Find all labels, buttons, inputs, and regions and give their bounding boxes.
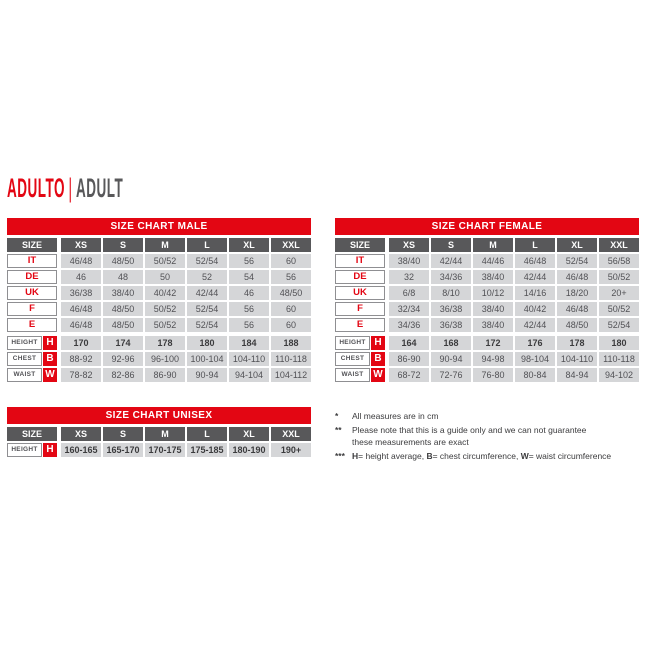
male-uk-value: 38/40 — [103, 286, 143, 300]
male-e-value: 52/54 — [187, 318, 227, 332]
male-table-title: SIZE CHART MALE — [7, 218, 311, 235]
female-uk-value: 6/8 — [389, 286, 429, 300]
female-uk-value: 20+ — [599, 286, 639, 300]
female-badge-w: W — [371, 368, 385, 382]
male-measure-label-text-waist: WAIST — [7, 368, 42, 382]
male-header-row — [7, 238, 311, 252]
female-chest-value: 86-90 — [389, 352, 429, 366]
male-size-row-f — [7, 302, 311, 316]
female-measure-row-waist — [335, 368, 639, 382]
male-f-value: 52/54 — [187, 302, 227, 316]
female-measure-label-waist — [335, 368, 385, 382]
male-e-value: 56 — [229, 318, 269, 332]
male-uk-value: 40/42 — [145, 286, 185, 300]
male-column-header-s: S — [103, 238, 143, 252]
footnotes — [335, 410, 641, 463]
unisex-badge-h: H — [43, 443, 57, 457]
male-row-label-it: IT — [7, 254, 57, 268]
female-de-value: 46/48 — [557, 270, 597, 284]
title-separator: | — [68, 173, 73, 203]
male-measure-row-height — [7, 336, 311, 350]
female-measure-block — [335, 336, 639, 382]
unisex-size-header: SIZE — [7, 427, 57, 441]
unisex-measure-label-text-height: HEIGHT — [7, 443, 42, 457]
female-column-header-xs: XS — [389, 238, 429, 252]
male-column-header-xs: XS — [61, 238, 101, 252]
female-chest-value: 110-118 — [599, 352, 639, 366]
footnote-1-segment-1: All measures are in cm — [352, 411, 439, 421]
male-waist-value: 104-112 — [271, 368, 311, 382]
male-chest-value: 88-92 — [61, 352, 101, 366]
male-chest-value: 104-110 — [229, 352, 269, 366]
footnote-2-marker: ** — [335, 424, 342, 435]
female-row-label-e: E — [335, 318, 385, 332]
female-column-header-l: L — [515, 238, 555, 252]
female-column-header-xl: XL — [557, 238, 597, 252]
unisex-header-row — [7, 427, 311, 441]
female-column-header-s: S — [431, 238, 471, 252]
female-e-value: 36/38 — [431, 318, 471, 332]
male-badge-w: W — [43, 368, 57, 382]
male-measure-label-waist — [7, 368, 57, 382]
unisex-measure-row-height — [7, 443, 311, 457]
footnote-3-segment-4: = chest circumference, — [432, 450, 521, 461]
female-chest-value: 94-98 — [473, 352, 513, 366]
male-de-value: 54 — [229, 270, 269, 284]
male-it-value: 46/48 — [61, 254, 101, 268]
unisex-height-value: 180-190 — [229, 443, 269, 457]
unisex-height-value: 175-185 — [187, 443, 227, 457]
female-uk-value: 10/12 — [473, 286, 513, 300]
size-chart-female-table — [335, 218, 639, 384]
unisex-column-header-s: S — [103, 427, 143, 441]
male-size-row-it — [7, 254, 311, 268]
size-chart-male-table — [7, 218, 311, 384]
female-de-value: 50/52 — [599, 270, 639, 284]
male-measure-label-height — [7, 336, 57, 350]
male-e-value: 48/50 — [103, 318, 143, 332]
male-de-value: 46 — [61, 270, 101, 284]
female-f-value: 40/42 — [515, 302, 555, 316]
male-it-value: 52/54 — [187, 254, 227, 268]
female-waist-value: 76-80 — [473, 368, 513, 382]
male-uk-value: 36/38 — [61, 286, 101, 300]
male-size-row-uk — [7, 286, 311, 300]
female-uk-value: 18/20 — [557, 286, 597, 300]
male-chest-value: 110-118 — [271, 352, 311, 366]
female-height-value: 172 — [473, 336, 513, 350]
male-waist-value: 82-86 — [103, 368, 143, 382]
male-height-value: 174 — [103, 336, 143, 350]
male-measure-row-chest — [7, 352, 311, 366]
female-measure-label-chest — [335, 352, 385, 366]
female-size-row-uk — [335, 286, 639, 300]
male-column-header-xl: XL — [229, 238, 269, 252]
male-height-value: 188 — [271, 336, 311, 350]
male-waist-value: 78-82 — [61, 368, 101, 382]
male-column-header-l: L — [187, 238, 227, 252]
male-it-value: 48/50 — [103, 254, 143, 268]
male-de-value: 56 — [271, 270, 311, 284]
female-it-value: 42/44 — [431, 254, 471, 268]
male-chest-value: 96-100 — [145, 352, 185, 366]
unisex-measure-label-height — [7, 443, 57, 457]
male-uk-value: 48/50 — [271, 286, 311, 300]
female-it-value: 46/48 — [515, 254, 555, 268]
male-it-value: 50/52 — [145, 254, 185, 268]
female-column-header-m: M — [473, 238, 513, 252]
female-chest-value: 104-110 — [557, 352, 597, 366]
female-measure-row-height — [335, 336, 639, 350]
footnote-1-text — [352, 410, 641, 423]
male-uk-value: 42/44 — [187, 286, 227, 300]
female-chest-value: 98-104 — [515, 352, 555, 366]
male-measure-label-chest — [7, 352, 57, 366]
unisex-height-value: 160-165 — [61, 443, 101, 457]
male-height-value: 170 — [61, 336, 101, 350]
female-f-value: 46/48 — [557, 302, 597, 316]
male-de-value: 48 — [103, 270, 143, 284]
female-header-row — [335, 238, 639, 252]
male-it-value: 60 — [271, 254, 311, 268]
title-adulto: ADULTO — [7, 173, 65, 203]
female-measure-row-chest — [335, 352, 639, 366]
female-e-value: 34/36 — [389, 318, 429, 332]
male-f-value: 46/48 — [61, 302, 101, 316]
male-e-value: 50/52 — [145, 318, 185, 332]
female-e-value: 38/40 — [473, 318, 513, 332]
male-row-label-f: F — [7, 302, 57, 316]
unisex-height-value: 165-170 — [103, 443, 143, 457]
female-f-value: 32/34 — [389, 302, 429, 316]
female-e-value: 48/50 — [557, 318, 597, 332]
footnote-3-segment-6: = waist circumference — [528, 450, 612, 461]
title-adult: ADULT — [76, 173, 124, 203]
female-f-value: 50/52 — [599, 302, 639, 316]
female-de-value: 32 — [389, 270, 429, 284]
female-height-value: 180 — [599, 336, 639, 350]
female-de-value: 38/40 — [473, 270, 513, 284]
male-f-value: 60 — [271, 302, 311, 316]
male-height-value: 180 — [187, 336, 227, 350]
female-e-value: 52/54 — [599, 318, 639, 332]
male-measure-label-text-chest: CHEST — [7, 352, 42, 366]
female-row-label-f: F — [335, 302, 385, 316]
female-e-value: 42/44 — [515, 318, 555, 332]
male-row-label-e: E — [7, 318, 57, 332]
female-size-header: SIZE — [335, 238, 385, 252]
footnote-1-marker: * — [335, 411, 339, 421]
female-measure-label-text-chest: CHEST — [335, 352, 370, 366]
size-chart-unisex-table — [7, 407, 311, 459]
female-uk-value: 14/16 — [515, 286, 555, 300]
male-uk-value: 46 — [229, 286, 269, 300]
female-f-value: 38/40 — [473, 302, 513, 316]
male-de-value: 52 — [187, 270, 227, 284]
female-de-value: 42/44 — [515, 270, 555, 284]
female-waist-value: 68-72 — [389, 368, 429, 382]
male-size-row-de — [7, 270, 311, 284]
female-height-value: 176 — [515, 336, 555, 350]
male-f-value: 56 — [229, 302, 269, 316]
female-row-label-de: DE — [335, 270, 385, 284]
male-height-value: 178 — [145, 336, 185, 350]
female-measure-label-text-waist: WAIST — [335, 368, 370, 382]
footnote-2-segment-2: these measurements are exact — [352, 437, 469, 447]
female-measure-label-text-height: HEIGHT — [335, 336, 370, 350]
male-chest-value: 100-104 — [187, 352, 227, 366]
female-chest-value: 90-94 — [431, 352, 471, 366]
female-waist-value: 80-84 — [515, 368, 555, 382]
female-badge-b: B — [371, 352, 385, 366]
female-it-value: 44/46 — [473, 254, 513, 268]
page-title — [7, 175, 240, 202]
male-column-header-xxl: XXL — [271, 238, 311, 252]
female-waist-value: 84-94 — [557, 368, 597, 382]
female-measure-label-height — [335, 336, 385, 350]
footnote-3-segment-2: = height average, — [358, 450, 427, 461]
female-row-label-it: IT — [335, 254, 385, 268]
male-badge-b: B — [43, 352, 57, 366]
female-size-row-it — [335, 254, 639, 268]
male-waist-value: 90-94 — [187, 368, 227, 382]
unisex-height-value: 170-175 — [145, 443, 185, 457]
female-size-row-f — [335, 302, 639, 316]
male-waist-value: 86-90 — [145, 368, 185, 382]
unisex-column-header-xl: XL — [229, 427, 269, 441]
footnote-2-segment-1: Please note that this is a guide only and we can not guarantee — [352, 424, 587, 435]
female-de-value: 34/36 — [431, 270, 471, 284]
male-row-label-de: DE — [7, 270, 57, 284]
male-f-value: 48/50 — [103, 302, 143, 316]
female-uk-value: 8/10 — [431, 286, 471, 300]
female-row-label-uk: UK — [335, 286, 385, 300]
female-waist-value: 94-102 — [599, 368, 639, 382]
female-it-value: 52/54 — [557, 254, 597, 268]
footnote-3-text — [352, 450, 641, 463]
male-measure-row-waist — [7, 368, 311, 382]
female-height-value: 178 — [557, 336, 597, 350]
footnote-3-marker: *** — [335, 450, 345, 461]
female-size-row-e — [335, 318, 639, 332]
male-size-row-e — [7, 318, 311, 332]
footnote-2-text — [352, 424, 641, 449]
male-size-header: SIZE — [7, 238, 57, 252]
female-it-value: 38/40 — [389, 254, 429, 268]
male-waist-value: 94-104 — [229, 368, 269, 382]
female-height-value: 164 — [389, 336, 429, 350]
male-f-value: 50/52 — [145, 302, 185, 316]
footnote-3-segment-5: W — [520, 450, 529, 461]
female-waist-value: 72-76 — [431, 368, 471, 382]
footnote-3-segment-3: B — [426, 450, 433, 461]
unisex-measure-block — [7, 443, 311, 457]
unisex-table-title: SIZE CHART UNISEX — [7, 407, 311, 424]
footnote-3-segment-1: H — [352, 450, 359, 461]
unisex-column-header-m: M — [145, 427, 185, 441]
unisex-column-header-xs: XS — [61, 427, 101, 441]
footnote-1 — [335, 410, 641, 423]
male-measure-label-text-height: HEIGHT — [7, 336, 42, 350]
male-row-label-uk: UK — [7, 286, 57, 300]
female-it-value: 56/58 — [599, 254, 639, 268]
male-it-value: 56 — [229, 254, 269, 268]
female-column-header-xxl: XXL — [599, 238, 639, 252]
unisex-column-header-xxl: XXL — [271, 427, 311, 441]
footnote-3 — [335, 450, 641, 463]
female-size-row-de — [335, 270, 639, 284]
female-f-value: 36/38 — [431, 302, 471, 316]
footnote-2 — [335, 424, 641, 449]
male-badge-h: H — [43, 336, 57, 350]
male-de-value: 50 — [145, 270, 185, 284]
page-title-text — [7, 175, 123, 202]
male-e-value: 46/48 — [61, 318, 101, 332]
unisex-height-value: 190+ — [271, 443, 311, 457]
male-e-value: 60 — [271, 318, 311, 332]
female-height-value: 168 — [431, 336, 471, 350]
male-measure-block — [7, 336, 311, 382]
male-column-header-m: M — [145, 238, 185, 252]
female-badge-h: H — [371, 336, 385, 350]
unisex-column-header-l: L — [187, 427, 227, 441]
female-table-title: SIZE CHART FEMALE — [335, 218, 639, 235]
male-chest-value: 92-96 — [103, 352, 143, 366]
male-height-value: 184 — [229, 336, 269, 350]
